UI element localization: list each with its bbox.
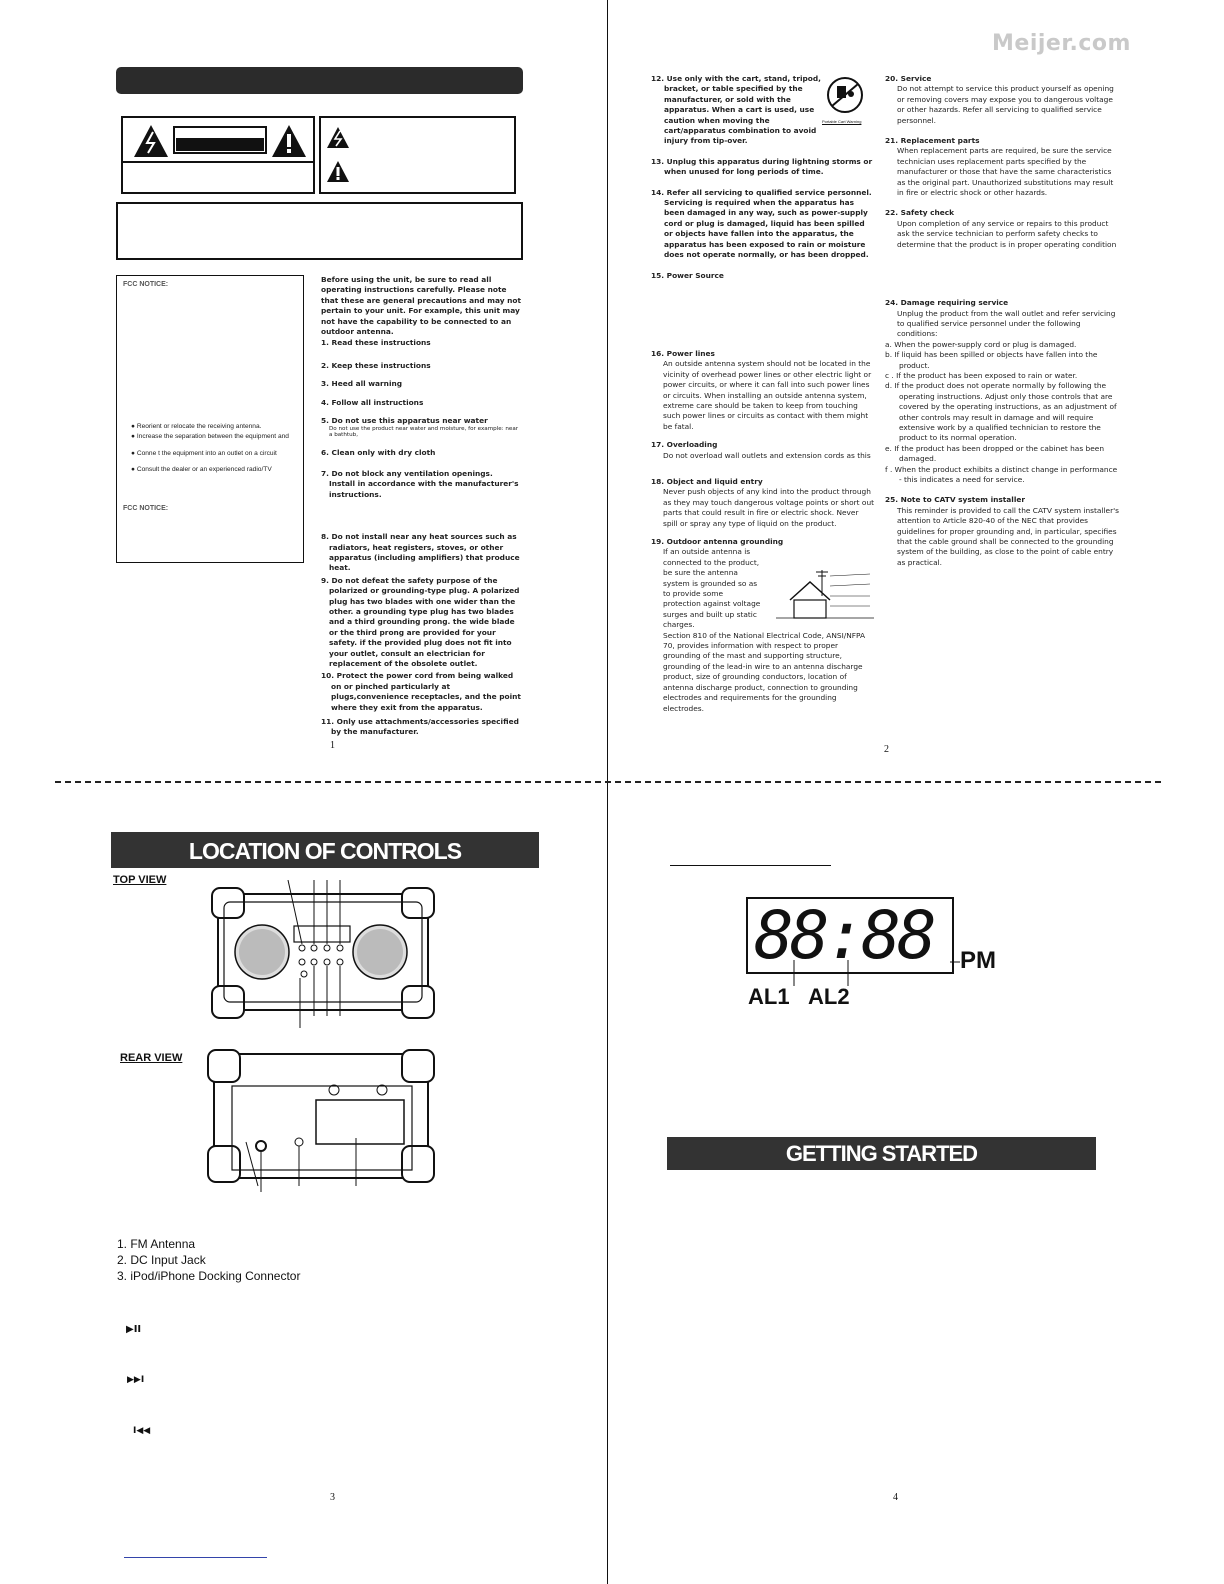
page2-column-right [885, 74, 1121, 568]
watermark: Meijer.com [992, 31, 1131, 56]
antenna-grounding-diagram [770, 566, 878, 626]
list-item-fm-antenna: 1. FM Antenna [117, 1237, 196, 1251]
fcc-bullet: ● Consult the dealer or an experienced radio/TV [131, 466, 272, 474]
fcc-bullet: ● Increase the separation between the equipment and [131, 433, 289, 441]
item-22-title: 22. Safety check [885, 208, 955, 218]
item-24-f: f . When the product exhibits a distinct change in performance - this indicates a need for service. [885, 464, 1118, 484]
fcc-bullet-list [131, 422, 303, 476]
clock-digits: 88:88 [754, 897, 933, 974]
item-19-body-b: Section 810 of the National Electrical Code, ANSI/NFPA 70, provides information with respect to proper grounding of the mast and supporting structure, grounding of the lead-in wire to an antenna discharge product, size of grounding conductors, location of antenna discharge product, connection to grounding electrodes and requirements for the grounding electrodes. [663, 630, 866, 713]
item-15: 15. Power Source [651, 270, 724, 280]
list-item-dc-input: 2. DC Input Jack [117, 1253, 206, 1267]
instruction-11: 11. Only use attachments/accessories specified by the manufacturer. [321, 717, 519, 737]
page-number-3: 3 [330, 1492, 335, 1503]
intro-text: Before using the unit, be sure to read all operating instructions carefully. Please note that these are general precautions and may not pertain to your unit. For example, this unit may not have the capability to be connected to an outdoor antenna. [321, 275, 522, 337]
instruction-1: 1. Read these instructions [321, 338, 431, 348]
item-14: 14. Refer all servicing to qualified service personnel. Servicing is required when the apparatus has been damaged in any way, such as power-supply cord or plug is damaged, liquid has been spilled or objects have fallen into the apparatus, the apparatus has been exposed to rain or moisture does not operate normally, or has been dropped. [651, 187, 872, 260]
item-21-title: 21. Replacement parts [885, 136, 980, 146]
fcc-notice-label: FCC NOTICE: [123, 281, 169, 288]
item-25-body: This reminder is provided to call the CATV system installer's attention to Article 820-40 of the NEC that provides guidelines for proper grounding and, in particular, specifies that the cable ground shall be connected to the grounding system of the building, as close to the point of cable entry as practical. [897, 505, 1119, 567]
item-16-title: 16. Power lines [651, 348, 715, 358]
list-item-dock-connector: 3. iPod/iPhone Docking Connector [117, 1269, 301, 1283]
item-20-body: Do not attempt to service this product yourself as opening or removing covers may expose you to dangerous voltage or other hazards. Refer all servicing to qualified service personnel. [897, 84, 1114, 125]
cart-warning-graphic [822, 76, 868, 126]
instruction-5: 5. Do not use this apparatus near water [321, 416, 488, 426]
warning-icons [321, 118, 361, 188]
page-divider-vertical [607, 0, 608, 1584]
instruction-6: 6. Clean only with dry cloth [321, 448, 436, 458]
fcc-bullet: ● Reorient or relocate the receiving antenna. [131, 423, 262, 430]
fcc-bullet: ● Conne t the equipment into an outlet on a circuit [131, 449, 277, 457]
location-of-controls-title: LOCATION OF CONTROLS [111, 832, 539, 868]
page-divider-dashed [55, 781, 1161, 783]
top-view-label: TOP VIEW [113, 874, 167, 886]
cart-caption: Portable Cart Warning [822, 119, 862, 124]
fcc-box [116, 275, 304, 563]
instruction-10: 10. Protect the power cord from being walked on or pinched particularly at plugs,convenience receptacles, and the point where they exit from the apparatus. [321, 671, 521, 712]
item-18-title: 18. Object and liquid entry [651, 476, 763, 486]
item-24-e: e. If the product has been dropped or the cabinet has been damaged. [885, 443, 1105, 464]
rear-view-label: REAR VIEW [120, 1052, 183, 1064]
caution-symbols [123, 118, 313, 192]
warning-symbols-box [319, 116, 516, 194]
item-25-title: 25. Note to CATV system installer [885, 495, 1026, 505]
item-16-body: An outside antenna system should not be located in the vicinity of overhead power lines or other electric light or power circuits, or where it can fall into such power lines or circuits. When installing an outside antenna system, extreme care should be taken to keep from touching such power lines or circuits as contact with them might be fatal. [663, 359, 872, 431]
al2-indicator: AL2 [808, 984, 850, 1009]
instruction-4: 4. Follow all instructions [321, 397, 424, 407]
page-number-4: 4 [893, 1492, 898, 1503]
item-17-title: 17. Overloading [651, 440, 718, 450]
bottom-link-underline [124, 1557, 267, 1558]
item-24-d: d. If the product does not operate normally by following the operating instructions. Adjust only those controls that are covered by the operating instructions, as an adjustment of other controls may result in damage and will require extensive work by a qualified technician to restore the product to its normal operation. [885, 381, 1117, 443]
item-19-body-a: If an outside antenna is connected to the product, be sure the antenna system is grounded so as to provide some protection against voltage surges and built up static charges. [663, 547, 761, 630]
notice-box [116, 202, 523, 260]
page-number-2: 2 [884, 744, 889, 755]
caution-box [121, 116, 315, 194]
rear-view-list [117, 1236, 300, 1284]
getting-started-title: GETTING STARTED [667, 1137, 1096, 1170]
item-24-c: c . If the product has been exposed to rain or water. [885, 370, 1078, 380]
instruction-7: 7. Do not block any ventilation openings. Install in accordance with the manufacturer's instructions. [321, 468, 519, 499]
fcc-notice-label-2: FCC NOTICE: [123, 505, 169, 512]
pm-indicator: PM [960, 947, 996, 974]
page1-header-bar [116, 67, 523, 94]
section-underline [670, 865, 831, 866]
item-12: 12. Use only with the cart, stand, tripod, bracket, or table specified by the manufacturer, or sold with the apparatus. When a cart is used, use caution when moving the cart/apparatus combination to avoid injury from tip-over. [651, 74, 821, 146]
al1-indicator: AL1 [748, 984, 790, 1009]
instruction-5-detail: Do not use the product near water and moisture, for example: near a bathtub, [329, 426, 519, 439]
item-24-body: Unplug the product from the wall outlet and refer servicing to qualified service personnel under the following conditions: [897, 308, 1116, 339]
page1-instructions [321, 275, 521, 738]
item-24-b: b. If liquid has been spilled or objects have fallen into the product. [885, 350, 1098, 370]
item-21-body: When replacement parts are required, be sure the service technician uses replacement parts specified by the manufacturer or those that have the same characteristics as the original part. Unauthorized substitutions may result in fire or electric shock or other hazards. [897, 146, 1114, 198]
cart-icon [822, 76, 868, 114]
top-view-diagram [210, 880, 436, 1030]
item-24-a: a. When the power-supply cord or plug is damaged. [885, 339, 1077, 349]
page-number-1: 1 [330, 740, 335, 751]
item-13: 13. Unplug this apparatus during lightning storms or when unused for long periods of time. [651, 156, 873, 177]
item-17-body: Do not overload wall outlets and extension cords as this [663, 450, 871, 460]
previous-track-icon: I◀◀ [133, 1426, 151, 1436]
item-24-list [885, 340, 1121, 486]
item-18-body: Never push objects of any kind into the product through as they may touch dangerous voltage points or short out parts that could result in fire or electric shock. Never spill or spray any type of liquid on the product. [663, 487, 875, 528]
instruction-8: 8. Do not install near any heat sources such as radiators, heat registers, stoves, or other apparatus (including amplifiers) that produce heat. [321, 532, 520, 573]
next-track-icon: ▶▶I [127, 1375, 145, 1385]
instruction-2: 2. Keep these instructions [321, 360, 431, 370]
indicator-leaders [780, 958, 960, 988]
item-19-title: 19. Outdoor antenna grounding [651, 537, 784, 546]
item-22-body: Upon completion of any service or repairs to this product ask the service technician to perform safety checks to determine that the product is in proper operating condition [897, 218, 1117, 249]
play-pause-icon: ▶II [126, 1324, 142, 1335]
rear-view-diagram [206, 1046, 440, 1194]
item-20-title: 20. Service [885, 74, 932, 83]
instruction-3: 3. Heed all warning [321, 379, 403, 389]
instruction-9: 9. Do not defeat the safety purpose of the polarized or grounding-type plug. A polarized plug has two blades with one wider than the other. a grounding type plug has two blades and a third grounding prong. the wide blade or the third prong are provided for your safety. if the provided plug does not fit into your outlet, consult an electrician for replacement of the obsolete outlet. [321, 575, 520, 668]
item-24-title: 24. Damage requiring service [885, 298, 1009, 308]
